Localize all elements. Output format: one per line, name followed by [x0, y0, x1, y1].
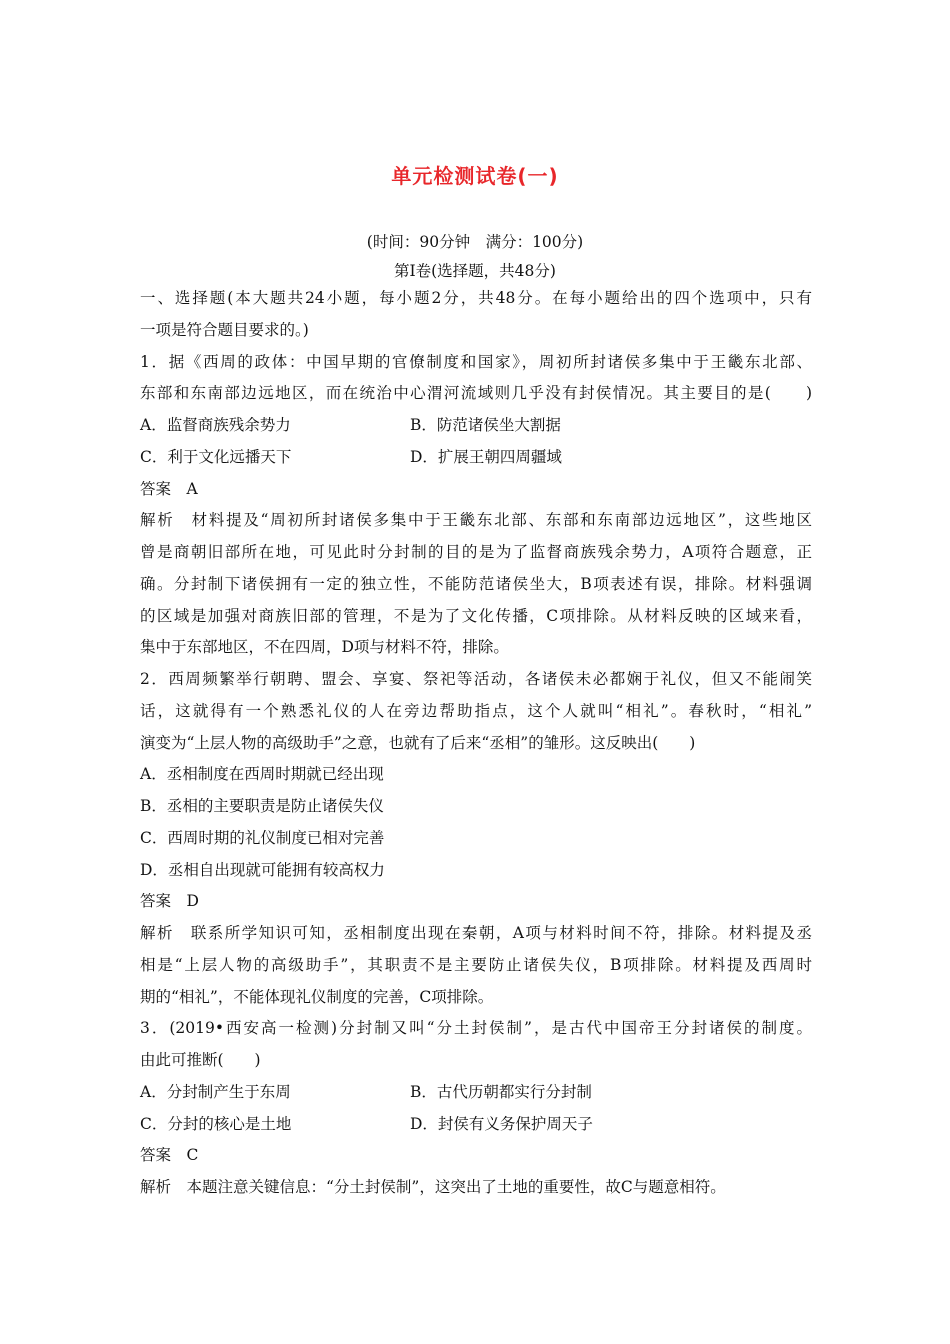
- page-title: 单元检测试卷(一): [391, 164, 559, 188]
- question-2-option-d: D．丞相自出现就可能拥有较高权力: [140, 861, 385, 879]
- question-1-stem: 东部和东南部边远地区，而在统治中心渭河流域则几乎没有封侯情况。其主要目的是( ): [140, 384, 812, 402]
- question-1-analysis: 确。分封制下诸侯拥有一定的独立性，不能防范诸侯坐大，B项表述有误，排除。材料强调: [140, 575, 812, 593]
- question-2-analysis: 解析 联系所学知识可知，丞相制度出现在秦朝，A项与材料时间不符，排除。材料提及丞: [140, 924, 812, 942]
- question-1-analysis: 集中于东部地区，不在四周，D项与材料不符，排除。: [140, 638, 509, 656]
- section-intro-line: 一项是符合题目要求的。): [140, 321, 309, 339]
- question-3-answer: 答案 C: [140, 1146, 199, 1164]
- time-info: (时间：90分钟 满分：100分): [366, 233, 584, 251]
- question-1-analysis: 的区域是加强对商族旧部的管理，不是为了文化传播，C项排除。从材料反映的区域来看，: [140, 607, 812, 625]
- question-2-analysis: 相是“上层人物的高级助手”，其职责不是主要防止诸侯失仪，B项排除。材料提及西周时: [140, 956, 812, 974]
- question-2-stem: 话，这就得有一个熟悉礼仪的人在旁边帮助指点，这个人就叫“相礼”。春秋时，“相礼”: [140, 702, 812, 720]
- question-2-analysis: 期的“相礼”，不能体现礼仪制度的完善，C项排除。: [140, 988, 494, 1006]
- question-1-answer: 答案 A: [140, 480, 198, 498]
- section-intro-line: 一、选择题(本大题共24小题，每小题2分，共48分。在每小题给出的四个选项中，只有: [140, 289, 812, 307]
- question-2-option-c: C．西周时期的礼仪制度已相对完善: [140, 829, 385, 847]
- question-3-analysis: 解析 本题注意关键信息：“分土封侯制”，这突出了土地的重要性，故C与题意相符。: [140, 1178, 726, 1196]
- question-2-stem: 演变为“上层人物的高级助手”之意，也就有了后来“丞相”的雏形。这反映出( ): [140, 734, 696, 752]
- question-2-answer: 答案 D: [140, 892, 199, 910]
- question-2-option-a: A．丞相制度在西周时期就已经出现: [140, 765, 384, 783]
- question-1-option-d: D．扩展王朝四周疆域: [410, 448, 562, 466]
- question-3-stem: 由此可推断( ): [140, 1051, 261, 1069]
- question-3-stem: 3．(2019•西安高一检测)分封制又叫“分土封侯制”，是古代中国帝王分封诸侯的制度。: [140, 1019, 812, 1037]
- question-3-option-c: C．分封的核心是土地: [140, 1115, 292, 1133]
- question-3-option-d: D．封侯有义务保护周天子: [410, 1115, 593, 1133]
- question-2-stem: 2．西周频繁举行朝聘、盟会、享宴、祭祀等活动，各诸侯未必都娴于礼仪，但又不能闹笑: [140, 670, 812, 688]
- question-1-stem: 1．据《西周的政体：中国早期的官僚制度和国家》，周初所封诸侯多集中于王畿东北部、: [140, 353, 812, 371]
- volume-heading: 第Ⅰ卷(选择题，共48分): [394, 262, 556, 280]
- question-1-analysis: 解析 材料提及“周初所封诸侯多集中于王畿东北部、东部和东南部边远地区”，这些地区: [140, 511, 812, 529]
- question-1-option-b: B．防范诸侯坐大割据: [410, 416, 561, 434]
- question-2-option-b: B．丞相的主要职责是防止诸侯失仪: [140, 797, 384, 815]
- question-1-option-c: C．利于文化远播天下: [140, 448, 292, 466]
- question-3-option-a: A．分封制产生于东周: [140, 1083, 291, 1101]
- question-3-option-b: B．古代历朝都实行分封制: [410, 1083, 592, 1101]
- question-1-option-a: A．监督商族残余势力: [140, 416, 291, 434]
- question-1-analysis: 曾是商朝旧部所在地，可见此时分封制的目的是为了监督商族残余势力，A项符合题意，正: [140, 543, 812, 561]
